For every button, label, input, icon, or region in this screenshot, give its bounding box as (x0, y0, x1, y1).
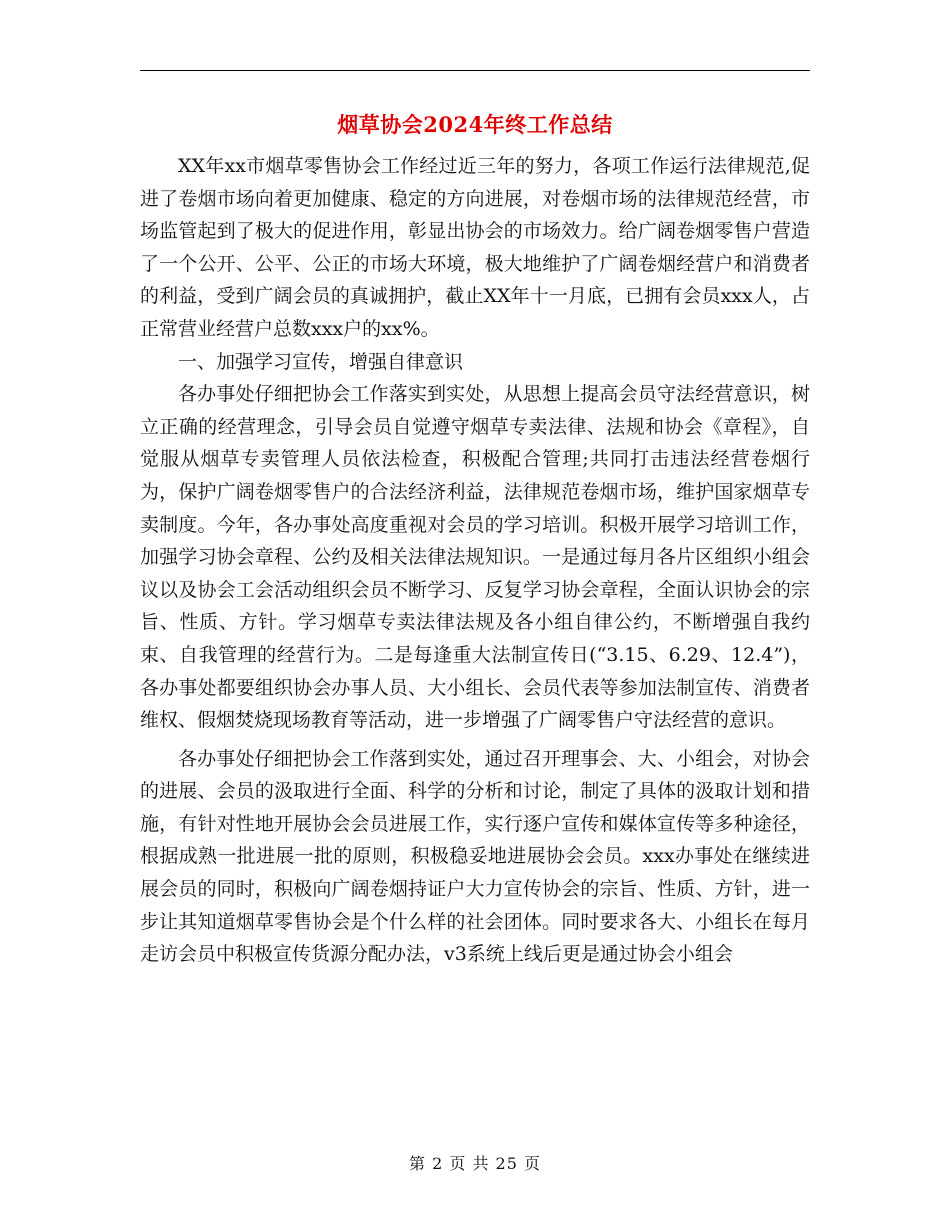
page-number-footer: 第 2 页 共 25 页 (409, 1154, 541, 1173)
document-body (140, 150, 810, 971)
paragraph-section-1: 各办事处仔细把协会工作落实到实处，从思想上提高会员守法经营意识，树立正确的经营理念，引导会员自觉遵守烟草专卖法律、法规和协会《章程》，自觉服从烟草专卖管理人员依法检查，积极配合管理;共同打击违法经营卷烟行为，保护广阔卷烟零售户的合法经济利益，法律规范卷烟市场，维护国家烟草专卖制度。今年，各办事处高度重视对会员的学习培训。积极开展学习培训工作，加强学习协会章程、公约及相关法律法规知识。一是通过每月各片区组织小组会议以及协会工会活动组织会员不断学习、反复学习协会章程，全面认识协会的宗旨、性质、方针。学习烟草专卖法律法规及各小组自律公约，不断增强自我约束、自我管理的经营行为。二是每逢重大法制宣传日(“3.15、6.29、12.4”)，各办事处都要组织协会办事人员、大小组长、会员代表等参加法制宣传、消费者维权、假烟焚烧现场教育等活动，进一步增强了广阔零售户守法经营的意识。 (140, 383, 810, 732)
section-heading-1: 一、加强学习宣传，增强自律意识 (178, 350, 464, 373)
document-title: 烟草协会2024年终工作总结 (337, 112, 613, 137)
header-rule (140, 70, 810, 71)
paragraph-intro: XX年xx市烟草零售协会工作经过近三年的努力，各项工作运行法律规范,促进了卷烟市场向着更加健康、稳定的方向进展，对卷烟市场的法律规范经营，市场监管起到了极大的促进作用，彰显出协会的市场效力。给广阔卷烟零售户营造了一个公开、公平、公正的市场大环境，极大地维护了广阔卷烟经营户和消费者的利益，受到广阔会员的真诚拥护，截止XX年十一月底，已拥有会员xxx人，占正常营业经营户总数xxx户的xx%。 (140, 155, 810, 340)
paragraph-member-development: 各办事处仔细把协会工作落到实处，通过召开理事会、大、小组会，对协会的进展、会员的汲取进行全面、科学的分析和讨论，制定了具体的汲取计划和措施，有针对性地开展协会会员进展工作，实行逐户宣传和媒体宣传等多种途径，根据成熟一批进展一批的原则，积极稳妥地进展协会会员。xxx办事处在继续进展会员的同时，积极向广阔卷烟持证户大力宣传协会的宗旨、性质、方针，进一步让其知道烟草零售协会是个什么样的社会团体。同时要求各大、小组长在每月走访会员中积极宣传货源分配办法，v3系统上线后更是通过协会小组会 (140, 747, 810, 966)
